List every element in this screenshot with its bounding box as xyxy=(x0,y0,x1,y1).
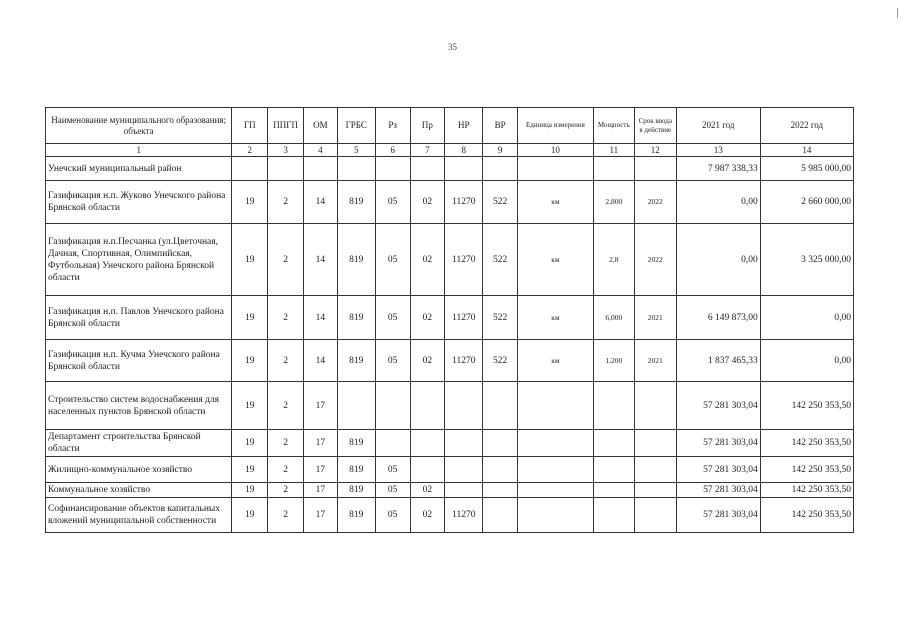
capacity-cell: 1,200 xyxy=(593,340,634,382)
pr-cell: 02 xyxy=(410,296,445,340)
header-rz: Рз xyxy=(375,108,410,144)
capacity-cell xyxy=(593,483,634,498)
year-2022-value: 2 660 000,00 xyxy=(760,181,853,224)
table-row xyxy=(46,483,854,498)
rz-cell: 05 xyxy=(375,224,410,296)
year-2021-value: 57 281 303,04 xyxy=(676,430,760,457)
nr-cell xyxy=(445,157,483,181)
scan-artifact xyxy=(897,8,898,18)
gp-cell: 19 xyxy=(232,224,268,296)
object-name: Жилищно-коммунальное хозяйство xyxy=(46,457,232,483)
om-cell: 14 xyxy=(304,296,338,340)
pr-cell xyxy=(410,457,445,483)
vr-cell xyxy=(483,157,518,181)
header-row xyxy=(46,108,854,144)
column-number: 1 xyxy=(46,144,232,157)
unit-cell: км xyxy=(518,224,594,296)
table-row xyxy=(46,382,854,430)
pr-cell xyxy=(410,430,445,457)
capacity-cell xyxy=(593,498,634,533)
table-row xyxy=(46,296,854,340)
table-row xyxy=(46,498,854,533)
table-row xyxy=(46,457,854,483)
table-row xyxy=(46,430,854,457)
pr-cell: 02 xyxy=(410,498,445,533)
gp-cell: 19 xyxy=(232,498,268,533)
header-gp: ГП xyxy=(232,108,268,144)
term-cell xyxy=(634,430,676,457)
rz-cell: 05 xyxy=(375,296,410,340)
header-capacity: Мощность xyxy=(593,108,634,144)
om-cell: 14 xyxy=(304,181,338,224)
rz-cell: 05 xyxy=(375,181,410,224)
ppgp-cell: 2 xyxy=(268,483,304,498)
column-number: 10 xyxy=(518,144,594,157)
nr-cell xyxy=(445,430,483,457)
grbs-cell xyxy=(337,157,375,181)
column-number: 2 xyxy=(232,144,268,157)
nr-cell xyxy=(445,382,483,430)
term-cell xyxy=(634,483,676,498)
column-number: 5 xyxy=(337,144,375,157)
grbs-cell xyxy=(337,382,375,430)
gp-cell: 19 xyxy=(232,430,268,457)
nr-cell: 11270 xyxy=(445,224,483,296)
year-2022-value: 3 325 000,00 xyxy=(760,224,853,296)
term-cell: 2022 xyxy=(634,224,676,296)
year-2021-value: 57 281 303,04 xyxy=(676,457,760,483)
vr-cell: 522 xyxy=(483,296,518,340)
term-cell: 2021 xyxy=(634,296,676,340)
pr-cell: 02 xyxy=(410,181,445,224)
gp-cell: 19 xyxy=(232,296,268,340)
gp-cell: 19 xyxy=(232,382,268,430)
year-2022-value: 142 250 353,50 xyxy=(760,483,853,498)
vr-cell xyxy=(483,483,518,498)
unit-cell xyxy=(518,157,594,181)
header-term: Срок ввода в действие xyxy=(634,108,676,144)
column-number: 8 xyxy=(445,144,483,157)
year-2022-value: 5 985 000,00 xyxy=(760,157,853,181)
column-number: 4 xyxy=(304,144,338,157)
table-row xyxy=(46,181,854,224)
vr-cell xyxy=(483,498,518,533)
nr-cell xyxy=(445,483,483,498)
pr-cell: 02 xyxy=(410,224,445,296)
header-pr: Пр xyxy=(410,108,445,144)
gp-cell: 19 xyxy=(232,483,268,498)
header-year-2021: 2021 год xyxy=(676,108,760,144)
pr-cell: 02 xyxy=(410,483,445,498)
term-cell xyxy=(634,382,676,430)
pr-cell: 02 xyxy=(410,340,445,382)
grbs-cell: 819 xyxy=(337,457,375,483)
page-number: 35 xyxy=(448,42,457,52)
year-2021-value: 6 149 873,00 xyxy=(676,296,760,340)
grbs-cell: 819 xyxy=(337,181,375,224)
term-cell xyxy=(634,457,676,483)
ppgp-cell: 2 xyxy=(268,382,304,430)
grbs-cell: 819 xyxy=(337,483,375,498)
term-cell xyxy=(634,157,676,181)
grbs-cell: 819 xyxy=(337,498,375,533)
year-2021-value: 57 281 303,04 xyxy=(676,483,760,498)
rz-cell xyxy=(375,430,410,457)
gp-cell: 19 xyxy=(232,457,268,483)
rz-cell xyxy=(375,157,410,181)
year-2021-value: 1 837 465,33 xyxy=(676,340,760,382)
rz-cell: 05 xyxy=(375,483,410,498)
table-row xyxy=(46,157,854,181)
grbs-cell: 819 xyxy=(337,430,375,457)
header-year-2022: 2022 год xyxy=(760,108,853,144)
unit-cell xyxy=(518,498,594,533)
year-2021-value: 57 281 303,04 xyxy=(676,382,760,430)
object-name: Газификация н.п.Песчанка (ул.Цветочная, Дачная, Спортивная, Олимпийская, Футбольная) Унечского района Брянской области xyxy=(46,224,232,296)
object-name: Коммунальное хозяйство xyxy=(46,483,232,498)
grbs-cell: 819 xyxy=(337,224,375,296)
object-name: Газификация н.п. Павлов Унечского района Брянской области xyxy=(46,296,232,340)
table-row xyxy=(46,340,854,382)
om-cell: 17 xyxy=(304,498,338,533)
om-cell: 17 xyxy=(304,382,338,430)
grbs-cell: 819 xyxy=(337,340,375,382)
capacity-cell: 6,000 xyxy=(593,296,634,340)
year-2021-value: 0,00 xyxy=(676,224,760,296)
header-vr: ВР xyxy=(483,108,518,144)
om-cell: 14 xyxy=(304,340,338,382)
column-number: 3 xyxy=(268,144,304,157)
nr-cell xyxy=(445,457,483,483)
capacity-cell xyxy=(593,457,634,483)
ppgp-cell: 2 xyxy=(268,430,304,457)
year-2022-value: 142 250 353,50 xyxy=(760,498,853,533)
column-number: 9 xyxy=(483,144,518,157)
pr-cell xyxy=(410,382,445,430)
nr-cell: 11270 xyxy=(445,181,483,224)
column-number: 14 xyxy=(760,144,853,157)
year-2022-value: 0,00 xyxy=(760,296,853,340)
ppgp-cell: 2 xyxy=(268,181,304,224)
unit-cell xyxy=(518,430,594,457)
om-cell: 17 xyxy=(304,483,338,498)
rz-cell: 05 xyxy=(375,498,410,533)
unit-cell: км xyxy=(518,296,594,340)
nr-cell: 11270 xyxy=(445,296,483,340)
grbs-cell: 819 xyxy=(337,296,375,340)
vr-cell: 522 xyxy=(483,181,518,224)
unit-cell xyxy=(518,382,594,430)
pr-cell xyxy=(410,157,445,181)
gp-cell xyxy=(232,157,268,181)
vr-cell xyxy=(483,382,518,430)
object-name: Газификация н.п. Жуково Унечского района Брянской области xyxy=(46,181,232,224)
object-name: Софинансирование объектов капитальных вложений муниципальной собственности xyxy=(46,498,232,533)
header-om: ОМ xyxy=(304,108,338,144)
om-cell: 14 xyxy=(304,224,338,296)
rz-cell: 05 xyxy=(375,457,410,483)
column-number: 13 xyxy=(676,144,760,157)
ppgp-cell: 2 xyxy=(268,498,304,533)
header-ppgp: ППГП xyxy=(268,108,304,144)
object-name: Департамент строительства Брянской области xyxy=(46,430,232,457)
header-grbs: ГРБС xyxy=(337,108,375,144)
om-cell: 17 xyxy=(304,457,338,483)
term-cell xyxy=(634,498,676,533)
column-number: 6 xyxy=(375,144,410,157)
year-2021-value: 7 987 338,33 xyxy=(676,157,760,181)
column-numbers-row xyxy=(46,144,854,157)
year-2022-value: 0,00 xyxy=(760,340,853,382)
vr-cell xyxy=(483,457,518,483)
ppgp-cell: 2 xyxy=(268,340,304,382)
gp-cell: 19 xyxy=(232,340,268,382)
header-unit: Единица измерения xyxy=(518,108,594,144)
vr-cell xyxy=(483,430,518,457)
ppgp-cell: 2 xyxy=(268,296,304,340)
column-number: 7 xyxy=(410,144,445,157)
year-2021-value: 57 281 303,04 xyxy=(676,498,760,533)
ppgp-cell: 2 xyxy=(268,224,304,296)
capacity-cell xyxy=(593,430,634,457)
year-2022-value: 142 250 353,50 xyxy=(760,382,853,430)
vr-cell: 522 xyxy=(483,340,518,382)
nr-cell: 11270 xyxy=(445,498,483,533)
ppgp-cell: 2 xyxy=(268,457,304,483)
header-name: Наименование муниципального образования; объекта xyxy=(46,108,232,144)
header-nr: НР xyxy=(445,108,483,144)
unit-cell: км xyxy=(518,181,594,224)
gp-cell: 19 xyxy=(232,181,268,224)
ppgp-cell xyxy=(268,157,304,181)
column-number: 11 xyxy=(593,144,634,157)
year-2022-value: 142 250 353,50 xyxy=(760,457,853,483)
object-name: Строительство систем водоснабжения для населенных пунктов Брянской области xyxy=(46,382,232,430)
vr-cell: 522 xyxy=(483,224,518,296)
object-name: Унечский муниципальный район xyxy=(46,157,232,181)
rz-cell: 05 xyxy=(375,340,410,382)
term-cell: 2022 xyxy=(634,181,676,224)
year-2021-value: 0,00 xyxy=(676,181,760,224)
rz-cell xyxy=(375,382,410,430)
year-2022-value: 142 250 353,50 xyxy=(760,430,853,457)
nr-cell: 11270 xyxy=(445,340,483,382)
table-row xyxy=(46,224,854,296)
unit-cell xyxy=(518,457,594,483)
capacity-cell: 2,800 xyxy=(593,181,634,224)
capacity-cell xyxy=(593,157,634,181)
budget-table xyxy=(45,107,854,533)
om-cell xyxy=(304,157,338,181)
column-number: 12 xyxy=(634,144,676,157)
object-name: Газификация н.п. Кучма Унечского района Брянской области xyxy=(46,340,232,382)
term-cell: 2021 xyxy=(634,340,676,382)
capacity-cell: 2,8 xyxy=(593,224,634,296)
unit-cell: км xyxy=(518,340,594,382)
capacity-cell xyxy=(593,382,634,430)
unit-cell xyxy=(518,483,594,498)
om-cell: 17 xyxy=(304,430,338,457)
